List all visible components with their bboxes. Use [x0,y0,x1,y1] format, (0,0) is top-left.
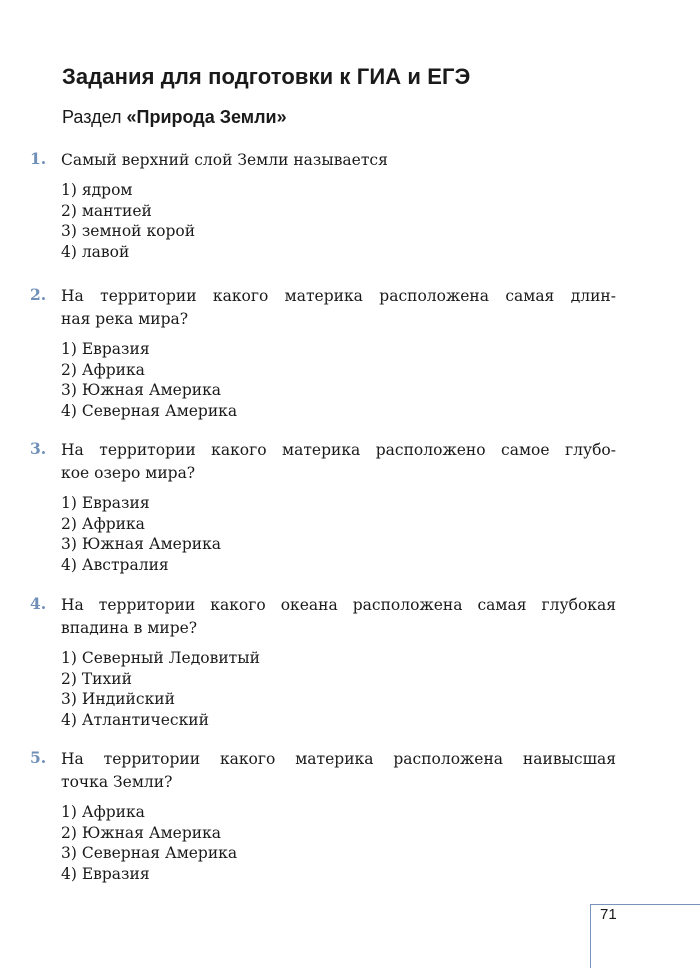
question-number: 3. [30,439,47,458]
answer-options [61,648,630,730]
question-text [61,594,616,640]
question-text-line: Самый верхний слой Земли называется [61,151,388,169]
answer-option: 4) Атлантический [61,710,209,729]
answer-option: 2) Тихий [61,669,132,688]
answer-option: 1) Северный Ледовитый [61,649,260,667]
answer-option: 4) Австралия [61,555,169,574]
answer-option: 2) Африка [61,514,145,533]
answer-option: 4) Евразия [61,864,150,883]
answer-option: 2) Южная Америка [61,823,222,842]
question-4 [30,594,630,730]
page-number: 71 [600,906,617,923]
answer-option: 3) Индийский [61,690,175,708]
question-text-line: На территории какого материка расположено самое глубо- [61,441,616,459]
answer-options [61,493,630,575]
answer-option: 1) ядром [61,181,133,199]
answer-options [61,180,630,262]
question-number: 1. [30,149,47,168]
question-number: 5. [30,748,47,767]
answer-option: 1) Африка [61,803,145,821]
question-text-line: На территории какого океана расположена самая глубокая [61,596,616,614]
question-5 [30,748,630,884]
section-prefix: Раздел [62,107,122,127]
page-title: Задания для подготовки к ГИА и ЕГЭ [62,64,471,89]
question-text [61,748,616,794]
question-number: 4. [30,594,47,613]
answer-option: 3) земной корой [61,222,196,240]
answer-option: 3) Северная Америка [61,844,238,862]
answer-option: 2) Африка [61,360,145,379]
question-2 [30,285,630,421]
question-text-line: кое озеро мира? [61,464,196,482]
question-text-line: ная река мира? [61,310,189,328]
answer-option: 3) Южная Америка [61,381,222,399]
question-text-line: впадина в мире? [61,619,198,637]
section-heading [62,107,287,128]
answer-options [61,802,630,884]
answer-option: 4) Северная Америка [61,401,238,420]
question-text-line: На территории какого материка расположена самая длин- [61,287,616,305]
question-1 [30,149,630,262]
answer-options [61,339,630,421]
question-text [61,439,616,485]
question-text-line: точка Земли? [61,773,173,791]
question-number: 2. [30,285,47,304]
answer-option: 1) Евразия [61,494,150,512]
section-name: «Природа Земли» [126,107,287,127]
answer-option: 2) мантией [61,201,152,220]
question-text [61,149,616,172]
answer-option: 1) Евразия [61,340,150,358]
question-text [61,285,616,331]
answer-option: 4) лавой [61,242,130,261]
question-text-line: На территории какого материка расположена наивысшая [61,750,616,768]
answer-option: 3) Южная Америка [61,535,222,553]
question-3 [30,439,630,575]
